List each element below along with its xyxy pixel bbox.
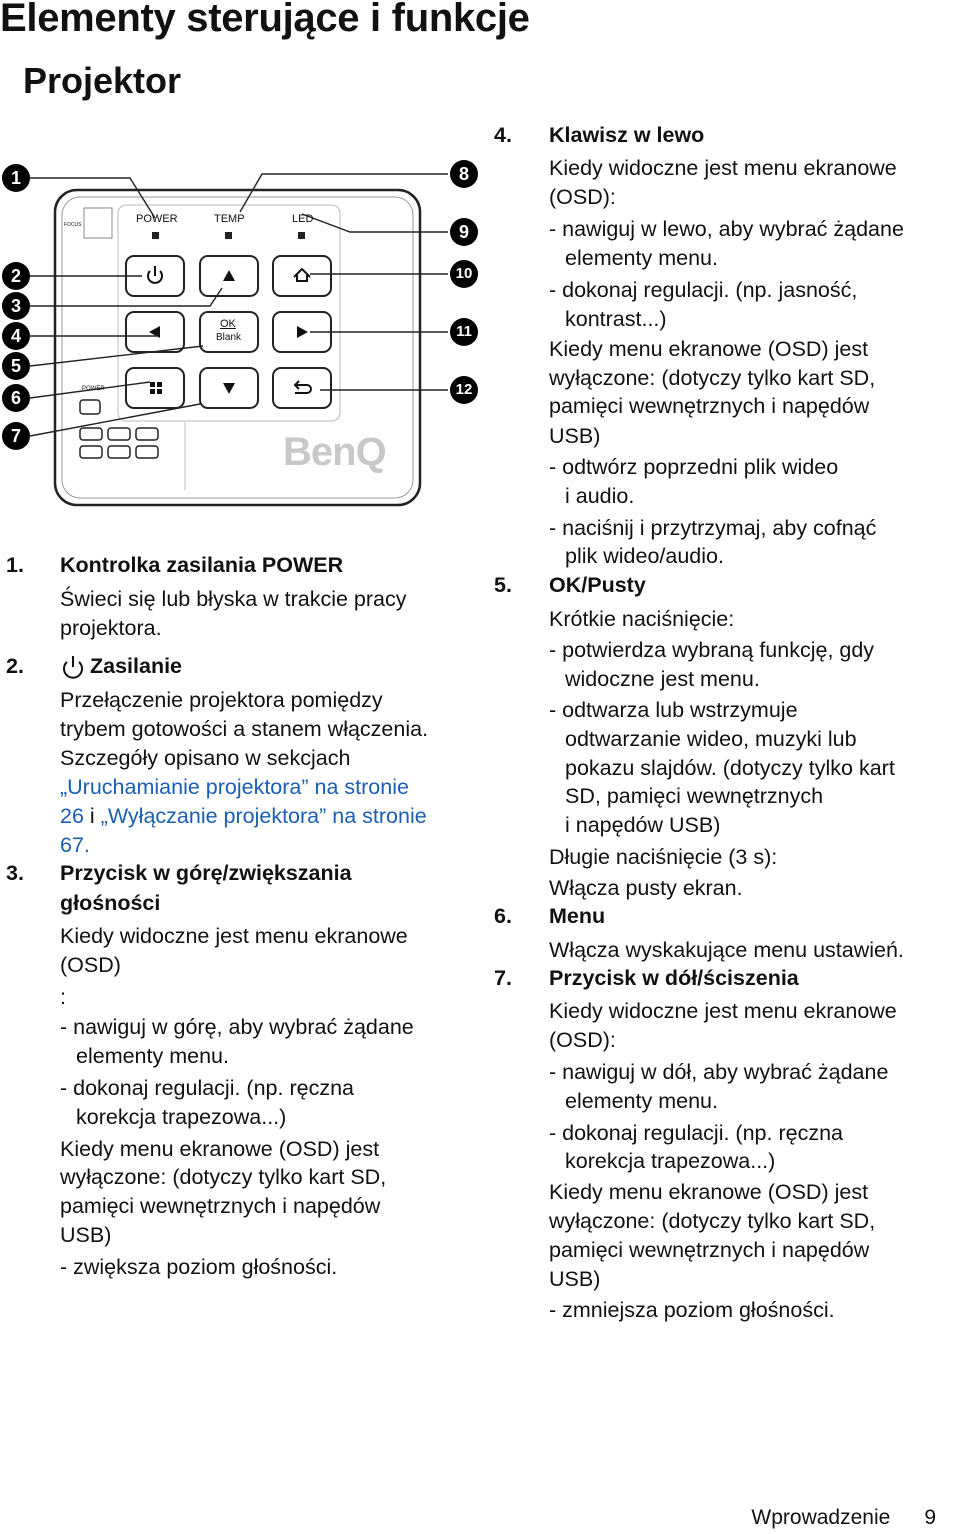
benq-logo: BenQ: [283, 430, 386, 474]
item-text: elementy menu.: [565, 1089, 718, 1113]
callout-10: 10: [450, 260, 478, 288]
item-title: Zasilanie: [90, 654, 183, 678]
item-text: odtwarzanie wideo, muzyki lub: [565, 727, 857, 751]
item-text: korekcja trapezowa...): [76, 1105, 287, 1129]
item-text: Przełączenie projektora pomiędzy: [60, 688, 383, 712]
item-text: Włącza wyskakujące menu ustawień.: [549, 938, 904, 962]
focus-label: FOCUS: [64, 222, 82, 228]
projector-panel-drawing: [0, 150, 500, 520]
callout-3: 3: [2, 292, 30, 320]
item-text: USB): [549, 1267, 601, 1291]
item-number: 5.: [494, 573, 512, 597]
item-text: trybem gotowości a stanem włączenia.: [60, 717, 429, 741]
item-title: Przycisk w dół/ściszenia: [549, 966, 799, 990]
item-text-row: [60, 831, 90, 860]
item-text: Długie naciśnięcie (3 s):: [549, 845, 778, 869]
item-title: głośności: [60, 891, 161, 915]
item-text: Krótkie naciśnięcie:: [549, 607, 735, 631]
item-text: - nawiguj w lewo, aby wybrać żądane: [549, 217, 904, 241]
item-text: - nawiguj w dół, aby wybrać żądane: [549, 1060, 889, 1084]
item-text: (OSD):: [549, 185, 616, 209]
item-title: Menu: [549, 904, 606, 928]
footer-section: Wprowadzenie: [751, 1506, 891, 1529]
item-text: Włącza pusty ekran.: [549, 876, 743, 900]
item-number: 1.: [6, 553, 24, 577]
item-text: i napędów USB): [565, 813, 721, 837]
page-footer: [751, 1506, 936, 1530]
item-text: Szczegóły opisano w sekcjach: [60, 746, 351, 770]
item-text: - zmniejsza poziom głośności.: [549, 1298, 835, 1322]
callout-1: 1: [2, 164, 30, 192]
item-number: 6.: [494, 904, 512, 928]
item-text: USB): [60, 1223, 112, 1247]
item-text: plik wideo/audio.: [565, 544, 724, 568]
callout-4: 4: [2, 322, 30, 350]
projector-control-panel-diagram: [0, 150, 500, 520]
callout-6: 6: [2, 384, 30, 412]
item-number: 3.: [6, 861, 24, 885]
item-number: 2.: [6, 654, 24, 678]
item-text: - dokonaj regulacji. (np. ręczna: [549, 1121, 843, 1145]
item-text: pokazu slajdów. (dotyczy tylko kart: [565, 756, 895, 780]
item-text: pamięci wewnętrznych i napędów: [549, 394, 870, 418]
led-label: LED: [292, 213, 314, 225]
item-text: - naciśnij i przytrzymaj, aby cofnąć: [549, 516, 877, 540]
item-text: SD, pamięci wewnętrznych: [565, 784, 824, 808]
item-text: - dokonaj regulacji. (np. ręczna: [60, 1076, 354, 1100]
item-text: Kiedy widoczne jest menu ekranowe: [60, 924, 408, 948]
link-uruchamianie[interactable]: „Uruchamianie projektora” na stronie: [60, 775, 409, 799]
item-text: - zwiększa poziom głośności.: [60, 1255, 338, 1279]
item-text: widoczne jest menu.: [565, 667, 760, 691]
item-text: :: [60, 985, 66, 1009]
callout-5: 5: [2, 352, 30, 380]
page-number: 9: [924, 1506, 936, 1529]
item-number: 7.: [494, 966, 512, 990]
item-text: wyłączone: (dotyczy tylko kart SD,: [549, 366, 876, 390]
item-text: Świeci się lub błyska w trakcie pracy: [60, 587, 407, 611]
item-text: pamięci wewnętrznych i napędów: [60, 1194, 381, 1218]
item-text-row: [60, 802, 427, 831]
item-text: Kiedy widoczne jest menu ekranowe: [549, 999, 897, 1023]
item-text: Kiedy menu ekranowe (OSD) jest: [60, 1137, 380, 1161]
callout-8: 8: [450, 160, 478, 188]
callout-2: 2: [2, 262, 30, 290]
page-title: Elementy sterujące i funkcje: [0, 0, 530, 40]
item-text: elementy menu.: [565, 246, 718, 270]
page-link-26[interactable]: 26: [60, 804, 84, 828]
item-title: Klawisz w lewo: [549, 123, 705, 147]
item-text: Kiedy menu ekranowe (OSD) jest: [549, 337, 869, 361]
item-text: pamięci wewnętrznych i napędów: [549, 1238, 870, 1262]
section-title: Projektor: [23, 60, 182, 101]
item-text: wyłączone: (dotyczy tylko kart SD,: [60, 1165, 387, 1189]
callout-12: 12: [450, 376, 478, 404]
callout-9: 9: [450, 218, 478, 246]
item-title: Przycisk w górę/zwiększania: [60, 861, 352, 885]
item-text: wyłączone: (dotyczy tylko kart SD,: [549, 1209, 876, 1233]
item-text: elementy menu.: [76, 1044, 229, 1068]
item-text: - nawiguj w górę, aby wybrać żądane: [60, 1015, 414, 1039]
item-title: OK/Pusty: [549, 573, 646, 597]
power-icon: [60, 655, 86, 681]
item-text: - dokonaj regulacji. (np. jasność,: [549, 278, 858, 302]
connector-text: i: [83, 804, 101, 828]
item-text: Kiedy widoczne jest menu ekranowe: [549, 156, 897, 180]
item-text: - potwierdza wybraną funkcję, gdy: [549, 638, 875, 662]
period: .: [83, 833, 90, 857]
item-text: Kiedy menu ekranowe (OSD) jest: [549, 1180, 869, 1204]
ok-label: OK: [220, 318, 236, 330]
link-wylaczanie[interactable]: „Wyłączanie projektora” na stronie: [100, 804, 427, 828]
item-text: (OSD):: [549, 1028, 616, 1052]
item-text: i audio.: [565, 484, 635, 508]
item-title: Kontrolka zasilania POWER: [60, 553, 344, 577]
item-text: projektora.: [60, 616, 162, 640]
item-text: - odtwórz poprzedni plik wideo: [549, 455, 839, 479]
callout-11: 11: [450, 318, 478, 346]
blank-label: Blank: [216, 332, 242, 343]
item-number: 4.: [494, 123, 512, 147]
power-led-label: POWER: [136, 213, 178, 225]
item-text: (OSD): [60, 953, 121, 977]
item-text: USB): [549, 424, 601, 448]
temp-led-label: TEMP: [214, 213, 245, 225]
item-text: kontrast...): [565, 307, 667, 331]
page-link-67[interactable]: 67: [60, 833, 84, 857]
callout-7: 7: [2, 422, 30, 450]
item-text: - odtwarza lub wstrzymuje: [549, 698, 798, 722]
item-text: korekcja trapezowa...): [565, 1149, 776, 1173]
small-power-label: POWER: [82, 386, 105, 392]
